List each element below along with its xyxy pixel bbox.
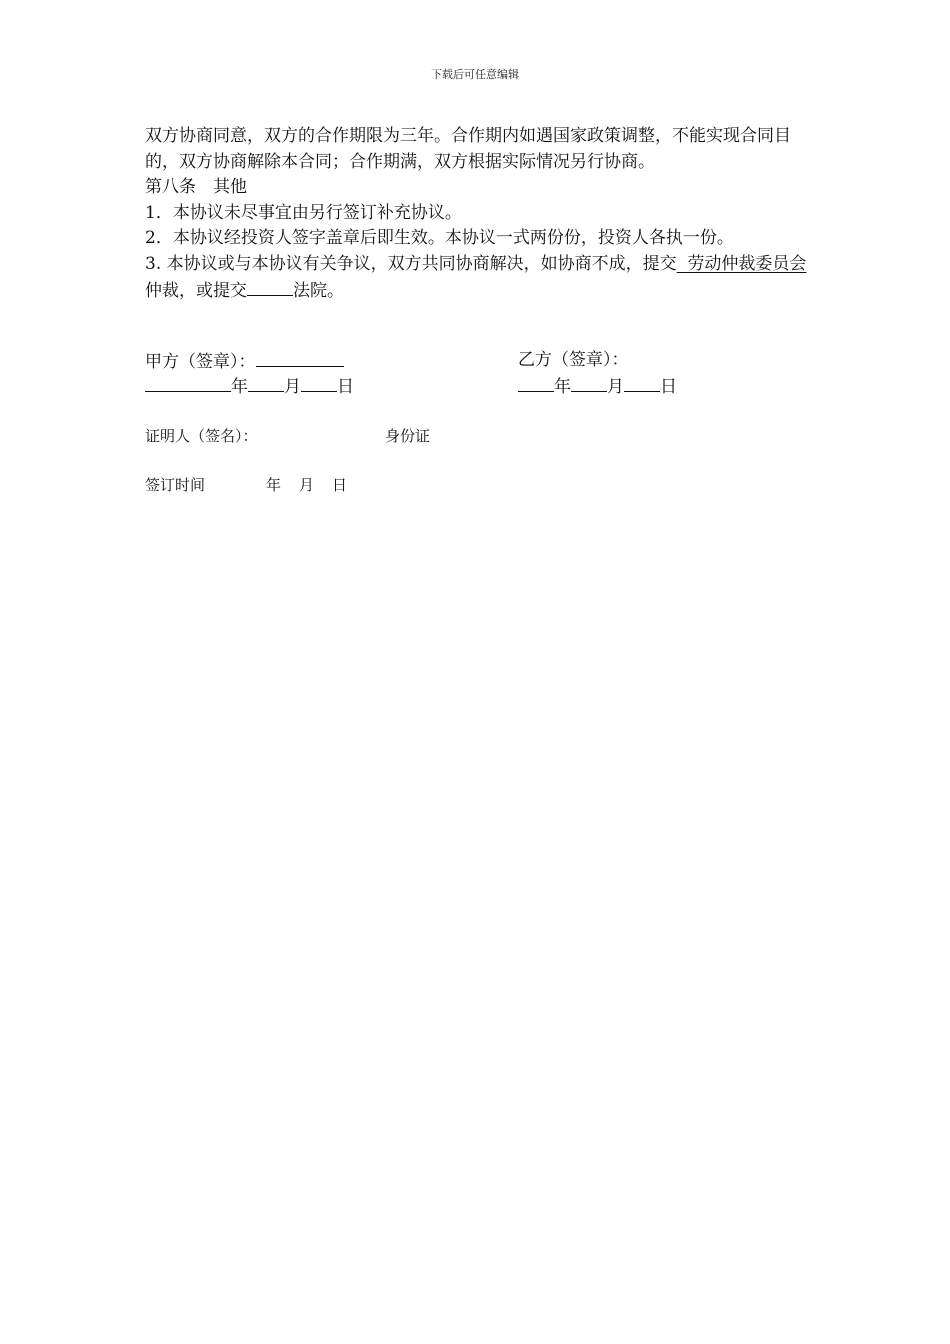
party-b-day-blank (624, 373, 660, 392)
paragraph-term: 双方协商同意，双方的合作期限为三年。合作期内如遇国家政策调整，不能实现合同目的，双方协商解除本合同；合作期满，双方根据实际情况另行协商。 (145, 126, 791, 172)
party-b-signature (518, 348, 629, 373)
signing-time-date (266, 475, 347, 495)
signing-year-label: 年 (266, 476, 282, 494)
party-b-day-label: 日 (660, 377, 677, 397)
party-a-signature (145, 348, 344, 375)
party-a-date (145, 373, 354, 400)
signing-month-label: 月 (299, 476, 315, 494)
agreement-body (145, 124, 815, 305)
court-blank (247, 277, 293, 296)
witness-row (145, 426, 258, 446)
party-b-year-blank (518, 373, 554, 392)
party-a-month-blank (248, 373, 284, 392)
party-b-month-blank (571, 373, 607, 392)
article-heading: 第八条 其他 (145, 177, 247, 197)
party-a-blank (256, 348, 344, 367)
party-b-date (518, 373, 677, 400)
header-note: 下载后可任意编辑 (431, 68, 519, 81)
clause-2: 2．本协议经投资人签字盖章后即生效。本协议一式两份份，投资人各执一份。 (145, 228, 734, 248)
arbitration-body: 劳动仲裁委员会 (687, 253, 807, 274)
party-a-month-label: 月 (284, 377, 301, 397)
clause-3-suffix: 法院。 (293, 281, 344, 301)
clause-3-middle: 仲裁，或提交 (145, 281, 247, 301)
party-a-day-label: 日 (337, 377, 354, 397)
party-b-label: 乙方（签章）： (518, 350, 629, 370)
clause-3 (145, 252, 815, 305)
signing-day-label: 日 (332, 476, 348, 494)
party-a-year-blank (145, 373, 231, 392)
party-a-label: 甲方（签章）： (145, 352, 256, 372)
party-a-year-label: 年 (231, 377, 248, 397)
clause-1: 1．本协议未尽事宜由另行签订补充协议。 (145, 202, 462, 223)
id-label: 身份证 (385, 427, 431, 445)
signing-time-label: 签订时间 (145, 476, 206, 494)
party-a-day-blank (301, 373, 337, 392)
id-row (385, 426, 430, 446)
witness-label: 证明人（签名）： (145, 427, 258, 445)
signing-time-row (145, 475, 205, 495)
clause-3-prefix: 3. 本协议或与本协议有关争议，双方共同协商解决，如协商不成，提交 (145, 253, 677, 274)
party-b-year-label: 年 (554, 377, 571, 397)
party-b-month-label: 月 (607, 377, 624, 397)
